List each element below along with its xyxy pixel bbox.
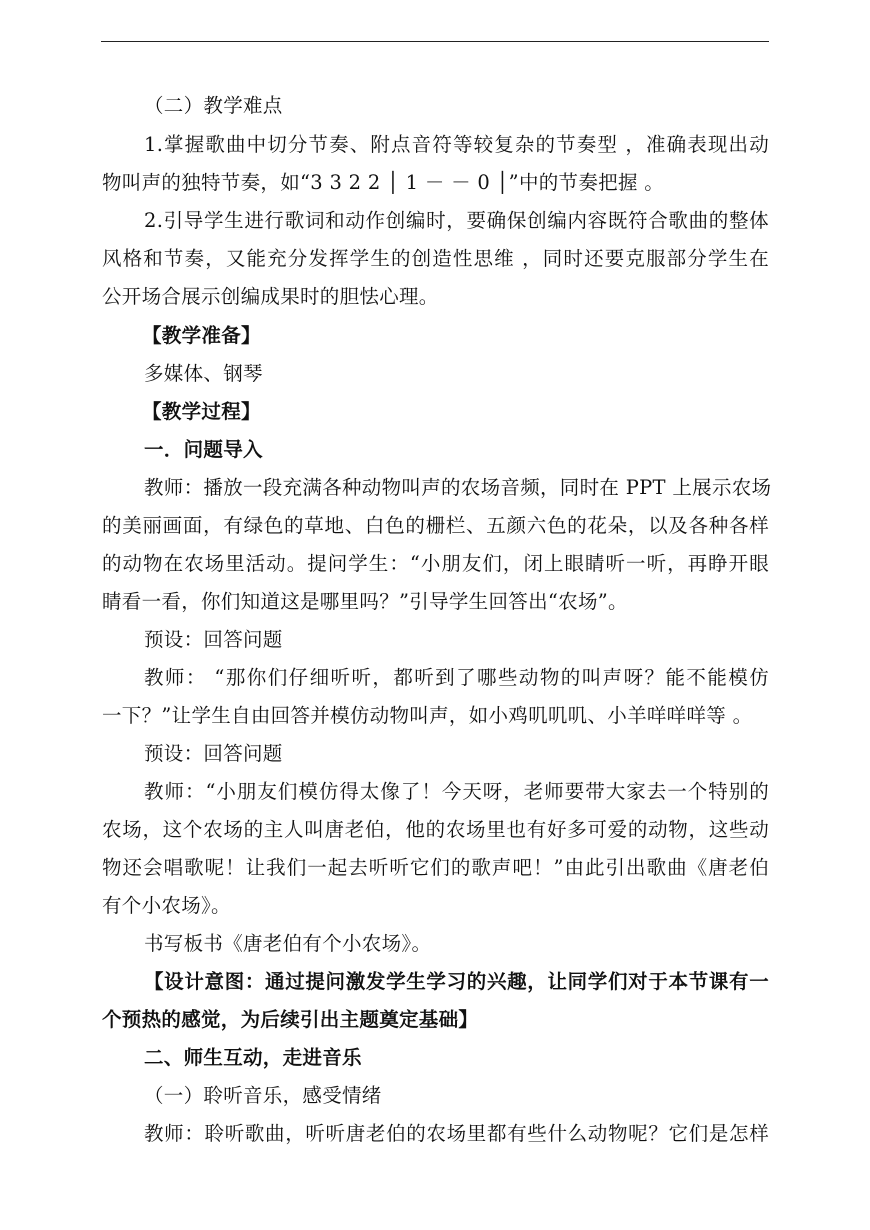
paragraph-line: 教师：播放一段充满各种动物叫声的农场音频，同时在 PPT 上展示农场 [144, 476, 772, 499]
paragraph-line: 公开场合展示创编成果时的胆怯心理。 [102, 285, 439, 308]
paragraph-line: 教师：聆听歌曲，听听唐老伯的农场里都有些什么动物呢？它们是怎样 [144, 1122, 769, 1145]
paragraph-line: 2.引导学生进行歌词和动作创编时，要确保创编内容既符合歌曲的整体 [144, 209, 769, 232]
paragraph-line: 1.掌握歌曲中切分节奏、附点音符等较复杂的节奏型 ，准确表现出动 [144, 133, 769, 156]
paragraph-line: 多媒体、钢琴 [144, 362, 263, 385]
paragraph-line: 书写板书《唐老伯有个小农场》。 [144, 932, 432, 955]
subheading-listening: （一）聆听音乐，感受情绪 [144, 1084, 382, 1107]
design-intent-line: 个预热的感觉，为后续引出主题奠定基础】 [102, 1008, 479, 1031]
design-intent-line: 【设计意图：通过提问激发学生学习的兴趣，让同学们对于本节课有一 [144, 970, 769, 993]
subheading-interaction: 二、师生互动，走进音乐 [144, 1046, 362, 1069]
section-heading-preparation: 【教学准备】 [142, 324, 261, 347]
paragraph-line: 物叫声的独特节奏，如“3 3 2 2 │ 1 － － 0 │”中的节奏把握 。 [102, 171, 665, 194]
paragraph-line: 风格和节奏，又能充分发挥学生的创造性思维 ，同时还要克服部分学生在 [102, 247, 769, 270]
section-heading-difficulties: （二）教学难点 [144, 94, 283, 117]
paragraph-line: 预设：回答问题 [144, 742, 283, 765]
paragraph-line: 一下？”让学生自由回答并模仿动物叫声，如小鸡叽叽叽、小羊咩咩咩等 。 [102, 704, 753, 727]
section-heading-process: 【教学过程】 [142, 400, 261, 423]
subheading-introduction: 一．问题导入 [144, 438, 263, 461]
paragraph-line: 睛看一看，你们知道这是哪里吗？”引导学生回答出“农场”。 [102, 590, 628, 613]
paragraph-line: 的美丽画面，有绿色的草地、白色的栅栏、五颜六色的花朵，以及各种各样 [102, 514, 769, 537]
paragraph-line: 农场，这个农场的主人叫唐老伯，他的农场里也有好多可爱的动物，这些动 [102, 818, 769, 841]
paragraph-line: 教师：“小朋友们模仿得太像了！今天呀，老师要带大家去一个特别的 [144, 780, 769, 803]
paragraph-line: 预设：回答问题 [144, 628, 283, 651]
header-rule [101, 41, 769, 42]
paragraph-line: 教师： “那你们仔细听听，都听到了哪些动物的叫声呀？能不能模仿 [144, 666, 769, 689]
paragraph-line: 物还会唱歌呢！让我们一起去听听它们的歌声吧！”由此引出歌曲《唐老伯 [102, 856, 769, 879]
paragraph-line: 有个小农场》。 [102, 894, 231, 917]
paragraph-line: 的动物在农场里活动。提问学生：“小朋友们，闭上眼睛听一听，再睁开眼 [102, 552, 769, 575]
